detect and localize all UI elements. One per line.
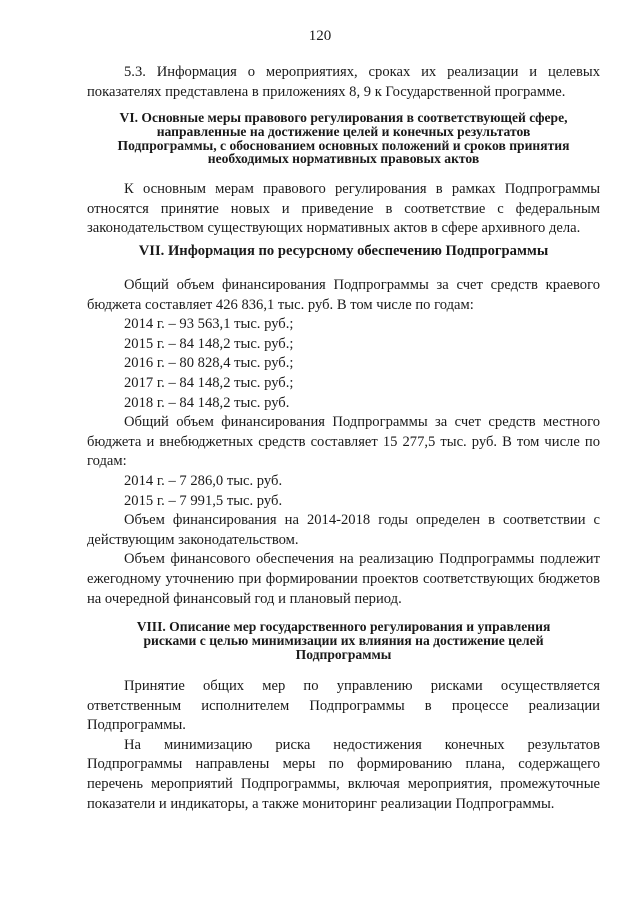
section-7-heading: [87, 242, 600, 260]
paragraph-financing-adjust: Объем финансового обеспечения на реализацию Подпрограммы подлежит ежегодному уточнению при формировании проектов соответствующих бюджетов на очередной финансовый год и плановый период.: [87, 551, 600, 607]
paragraph-text: 5.3. Информация о мероприятиях, сроках их реализации и целевых показателях представлена в приложениях 8, 9 к Государственной программе.: [87, 64, 600, 100]
heading-line: Подпрограммы, с обоснованием основных положений и сроков принятия: [117, 137, 570, 153]
paragraph-financing-law: Объем финансирования на 2014-2018 годы определен в соответствии с действующим законодательством.: [87, 512, 600, 548]
paragraph-risk-minimization: На минимизацию риска недостижения конечных результатов Подпрограммы направлены меры по формированию плана, содержащего перечень мероприятий Подпрограммы, включая мероприятия, промежуточные показатели и индикаторы, а также мониторинг реализации Подпрограммы.: [87, 736, 600, 812]
section-7-body: [87, 276, 600, 609]
heading-line: VII. Информация по ресурсному обеспечению Подпрограммы: [138, 243, 549, 259]
regional-year-item: 2018 г. – 84 148,2 тыс. руб.: [124, 394, 290, 411]
section-6-text: [87, 180, 600, 239]
regional-year-item: 2017 г. – 84 148,2 тыс. руб.;: [124, 374, 294, 391]
heading-line: Подпрограммы: [295, 646, 392, 662]
section-8-heading: [87, 620, 600, 661]
local-year-item: 2015 г. – 7 991,5 тыс. руб.: [124, 492, 283, 509]
paragraph-risk-management: Принятие общих мер по управлению рисками осуществляется ответственным исполнителем Подпрограммы в процессе реализации Подпрограммы.: [87, 678, 600, 734]
local-year-item: 2014 г. – 7 286,0 тыс. руб.: [124, 472, 283, 489]
regional-budget-intro: Общий объем финансирования Подпрограммы за счет средств краевого бюджета составляет 426 836,1 тыс. руб. В том числе по годам:: [87, 277, 600, 313]
regional-year-item: 2014 г. – 93 563,1 тыс. руб.;: [124, 316, 294, 333]
heading-line: направленные на достижение целей и конечных результатов: [156, 123, 531, 139]
heading-line: VI. Основные меры правового регулирования в соответствующей сфере,: [119, 110, 568, 125]
paragraph-5-3: [87, 63, 600, 102]
heading-line: рисками с целью минимизации их влияния на достижение целей: [143, 632, 544, 648]
heading-line: VIII. Описание мер государственного регулирования и управления: [136, 619, 551, 634]
section-8-body: [87, 677, 600, 814]
regional-year-item: 2016 г. – 80 828,4 тыс. руб.;: [124, 355, 294, 372]
regional-year-item: 2015 г. – 84 148,2 тыс. руб.;: [124, 335, 294, 352]
local-budget-intro: Общий объем финансирования Подпрограммы за счет средств местного бюджета и внебюджетных средств составляет 15 277,5 тыс. руб. В том числе по годам:: [87, 414, 600, 470]
heading-line: необходимых нормативных правовых актов: [207, 151, 480, 167]
paragraph-text: К основным мерам правового регулирования в рамках Подпрограммы относятся принятие новых и приведение в соответствие с федеральным законодательством существующих нормативных актов в сфере архивного дела.: [87, 181, 600, 237]
section-6-heading: [87, 111, 600, 166]
page-number: 120: [308, 28, 332, 44]
